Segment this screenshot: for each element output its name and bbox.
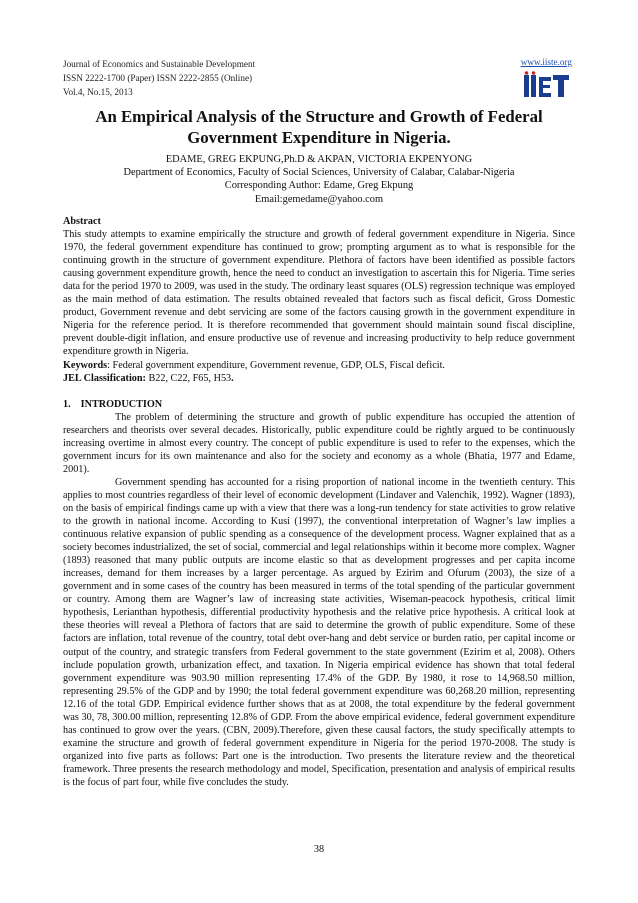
journal-name: Journal of Economics and Sustainable Development — [63, 59, 256, 69]
journal-issn: ISSN 2222-1700 (Paper) ISSN 2222-2855 (Online) — [63, 73, 253, 83]
jel-period: . — [231, 372, 234, 384]
journal-website-link[interactable]: www.iiste.org — [520, 57, 572, 67]
author-block — [63, 153, 575, 206]
introduction-heading — [63, 398, 575, 411]
section-number: 1. — [63, 398, 71, 410]
journal-volume: Vol.4, No.15, 2013 — [63, 87, 133, 97]
jel-label: JEL Classification: — [63, 372, 146, 384]
author-affiliation: Department of Economics, Faculty of Social Sciences, University of Calabar, Calabar-Nigeria — [123, 167, 515, 179]
intro-paragraph-1: The problem of determining the structure and growth of public expenditure has occupied the attention of researchers and theorists over several decades. Historically, public expenditure could be rightly argued to be continuously increasing overtime in almost every country. The concept of public expenditure is used to refer to the expenses, which the government incurs for its own maintenance and also for the society and economy as a whole (Bhatia, 1977 and Edame, 2001). — [63, 411, 575, 475]
corresponding-author: Corresponding Author: Edame, Greg Ekpung — [224, 180, 414, 192]
iiste-logo — [523, 71, 573, 99]
section-title: INTRODUCTION — [80, 398, 163, 410]
author-names: EDAME, GREG EKPUNG,Ph.D & AKPAN, VICTORIA EKPENYONG — [165, 154, 473, 165]
jel-codes: B22, C22, F65, H53 — [145, 372, 232, 384]
keywords-text: : Federal government expenditure, Government revenue, GDP, OLS, Fiscal deficit. — [107, 359, 445, 371]
journal-header — [63, 57, 255, 99]
intro-paragraph-2: Government spending has accounted for a rising proportion of national income in the twentieth century. This applies to most countries regardless of their level of economic development (Lindaver and Valenchik, 1992). Wagner (1893), on the basis of empirical findings came up with a view that there was a long-run tendency for state activities to grow relative to the growth in national income. According to Kusi (1997), the conventional interpretation of Wagner’s law implies a continuous relative expansion of public spending as a consequence of the development process. Wagner explained that as a society becomes industrialized, the set of social, commercial and legal relationships within it become more complex. Wagner (1893) reasoned that many public outputs are income elastic so that as development progresses and per capita income increases, demand for them increases by a larger percentage. As argued by Ezirim and Ofurum (2003), the size of a government and in some cases of the country has been measured in terms of the total spending of the particular government or country. Among them are Wagner’s law of increasing state activities, Wiseman-peacock hypothesis, critical limit hypothesis, Lerianthan hypothesis, differential productivity hypothesis and the relative price hypothesis. A critical look at these theories will reveal a Plethora of factors that are said to determine the growth of public expenditure. Some of these factors are inflation, total revenue of the country, total debt over-hang and debt service or burden ratio, per capital income or output of the country, and strategic transfers from Federal government to the state government (Ezirim et al, 2008). Others include population growth, urbanization effect, and taxation. In Nigeria empirical evidence has shown that total federal government expenditure was 903.90 million representing 17.4% of the GDP. By 1980, it rose to 14,968.50 million, representing 29.5% of the GDP and by 1990; the total federal government expenditure was 60,268.20 million, representing 12.16 of the total GDP. Empirical evidence further shows that as at 2008, the total expenditure by the federal government was 30, 78, 300.00 million, representing 12.8% of GDP. From the above empirical evidence, federal government expenditure has continued to grow over the years. (CBN, 2009).Therefore, given these causal factors, the study specifically attempts to examine the structure and growth of federal government expenditure in Nigeria for the period 1970-2008. The study is organized into five parts as follows: Part one is the introduction. Two presents the literature review and the theoretical framework. Three presents the research methodology and model, Specification, presentation and analysis of empirical results is the focus of part four, while five concludes the study. — [63, 476, 575, 788]
abstract-text: This study attempts to examine empirically the structure and growth of federal government expenditure in Nigeria. Since 1970, the federal government expenditure has continued to grow; prompting argument as to what is responsible for the continuing growth in the structure of government expenditure. Plethora of factors have been identified as possible factors causing government expenditure growth, hence the need to conduct an investigation to ascertain this for Nigeria. Time series data for the period 1970 to 2009, was used in the study. The ordinary least squares (OLS) regression technique was employed as the main method of data estimation. The results obtained revealed that factors such as fiscal deficit, Gross Domestic product, Government revenue and debt servicing are some of the factors causing growth in the government expenditure in Nigeria for the reference period. It is therefore recommended that government should maintain sound fiscal discipline, prevent double-digit inflation, and ensure productive use of revenue and increasing productivity to help reduce government expenditure growth in Nigeria. — [63, 229, 575, 358]
keywords-line — [63, 359, 575, 372]
paper-title: An Empirical Analysis of the Structure and Growth of Federal Government Expenditure in Nigeria. — [95, 107, 543, 147]
author-email: Email:gemedame@yahoo.com — [254, 193, 384, 205]
jel-line — [63, 372, 575, 385]
keywords-label: Keywords — [63, 359, 108, 371]
abstract-heading: Abstract — [63, 216, 101, 227]
page-number: 38 — [313, 844, 325, 855]
paper-body — [63, 215, 575, 789]
